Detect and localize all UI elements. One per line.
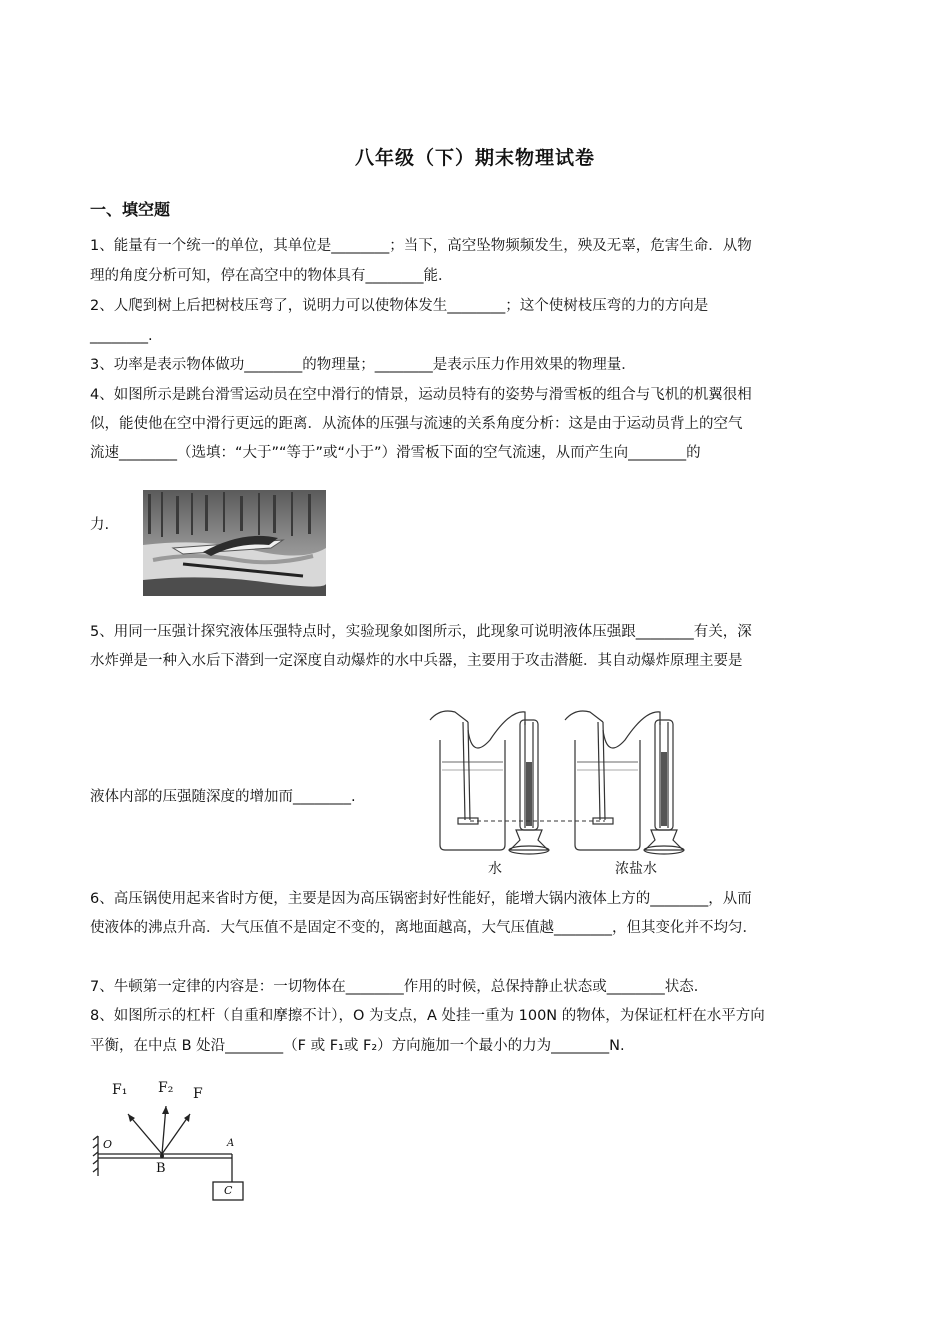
page-title: 八年级（下）期末物理试卷 [354,147,595,169]
q1-line2: 理的角度分析可知，停在高空中的物体具有________能． [90,268,453,284]
ski-jump-photo [143,490,326,596]
label-f: F [193,1086,203,1102]
q6-line2: 使液体的沸点升高．大气压值不是固定不变的，离地面越高，大气压值越________，但其变化并不均匀． [90,920,757,936]
label-o: O [103,1138,113,1151]
q2-line1: 2、人爬到树上后把树枝压弯了，说明力可以使物体发生________；这个使树枝压弯的力的方向是 [90,298,709,314]
q6-line1: 6、高压锅使用起来省时方便，主要是因为高压锅密封好性能好，能增大锅内液体上方的________，从而 [90,891,752,907]
q4-line1: 4、如图所示是跳台滑雪运动员在空中滑行的情景，运动员特有的姿势与滑雪板的组合与飞机的机翼很相 [90,387,752,403]
q5-line3: 液体内部的压强随深度的增加而________. [90,789,356,805]
label-a: A [227,1138,235,1149]
lever-diagram [90,1078,260,1203]
fig-label-brine: 浓盐水 [615,861,657,877]
q8-line2: 平衡，在中点 B 处沿________（F 或 F₁或 F₂）方向施加一个最小的力为________N. [90,1038,625,1054]
q7-line1: 7、牛顿第一定律的内容是：一切物体在________作用的时候，总保持静止状态或________状态． [90,979,709,995]
fig-label-water: 水 [488,861,502,877]
pressure-gauge-diagram [420,700,695,882]
q5-line2: 水炸弹是一种入水后下潜到一定深度自动爆炸的水中兵器，主要用于攻击潜艇．其自动爆炸原理主要是 [90,653,743,669]
q4-line3: 流速________（选填：“大于”“等于”或“小于”）滑雪板下面的空气流速，从而产生向________的 [90,445,701,461]
q1-line1: 1、能量有一个统一的单位，其单位是________；当下，高空坠物频频发生，殃及无辜，危害生命．从物 [90,238,752,254]
section-heading: 一、填空题 [90,200,171,219]
q4-line4: 力. [90,517,110,533]
q4-line2: 似，能使他在空中滑行更远的距离．从流体的压强与流速的关系角度分析：这是由于运动员背上的空气 [90,416,743,432]
label-b: B [156,1161,166,1176]
q2-line2: ________. [90,328,153,344]
label-f2: F₂ [158,1080,174,1096]
q3-line1: 3、功率是表示物体做功________的物理量；________是表示压力作用效果的物理量． [90,357,636,373]
label-c: C [224,1184,233,1197]
label-f1: F₁ [112,1082,128,1098]
q5-line1: 5、用同一压强计探究液体压强特点时，实验现象如图所示，此现象可说明液体压强跟________有关，深 [90,624,752,640]
q8-line1: 8、如图所示的杠杆（自重和摩擦不计），O 为支点，A 处挂一重为 100N 的物体，为保证杠杆在水平方向 [90,1008,765,1024]
